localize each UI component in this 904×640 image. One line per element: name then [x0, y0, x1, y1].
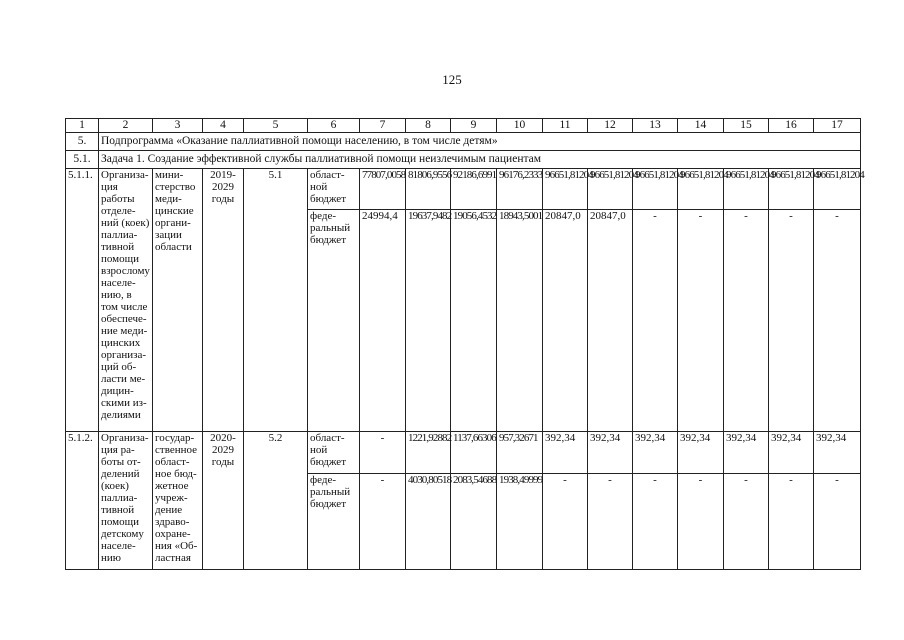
column-number: 13 — [633, 119, 678, 133]
funding-value: 96176,2333 — [497, 169, 543, 210]
measure-period: 2019-2029 годы — [203, 169, 244, 432]
funding-value: 24994,4 — [360, 210, 406, 432]
table-row — [66, 432, 861, 474]
measure-period: 2020-2029 годы — [203, 432, 244, 570]
funding-value: - — [814, 210, 861, 432]
funding-value: - — [769, 210, 814, 432]
funding-value: 77807,0058 — [360, 169, 406, 210]
funding-value: 96651,81204 — [724, 169, 769, 210]
funding-value: 2083,54688 — [451, 474, 497, 570]
column-number: 7 — [360, 119, 406, 133]
measure-name: Организа-ция ра-боты от-делений (коек) паллиа-тивной помощи детскому населе-нию — [99, 432, 153, 570]
column-number: 11 — [543, 119, 588, 133]
column-number: 12 — [588, 119, 633, 133]
measure-name: Организа-ция работы отделе-ний (коек) паллиа-тивной помощи взрослому населе-нию, в том числе обеспече-ние меди-цинских организа-ций об-ласти ме-дицин-скими из-делиями — [99, 169, 153, 432]
measure-number: 5.1.1. — [66, 169, 99, 432]
column-number: 9 — [451, 119, 497, 133]
subprogram-number: 5. — [66, 133, 99, 151]
task-title: Задача 1. Создание эффективной службы паллиативной помощи неизлечимым пациентам — [99, 151, 861, 169]
funding-value: - — [814, 474, 861, 570]
column-number: 14 — [678, 119, 724, 133]
measure-indicator: 5.1 — [244, 169, 308, 432]
program-table — [65, 118, 864, 570]
column-number: 3 — [153, 119, 203, 133]
column-number: 8 — [406, 119, 451, 133]
column-number: 17 — [814, 119, 861, 133]
funding-source: феде-ральный бюджет — [308, 474, 360, 570]
funding-value: - — [633, 210, 678, 432]
column-number: 2 — [99, 119, 153, 133]
funding-source: област-ной бюджет — [308, 169, 360, 210]
funding-value: 96651,81204 — [769, 169, 814, 210]
funding-source: феде-ральный бюджет — [308, 210, 360, 432]
funding-value: 96651,81204 — [814, 169, 861, 210]
column-number: 16 — [769, 119, 814, 133]
funding-value: - — [678, 474, 724, 570]
funding-value: - — [724, 474, 769, 570]
funding-value: 96651,81204 — [588, 169, 633, 210]
table-row — [66, 169, 861, 210]
task-row — [66, 151, 861, 169]
funding-value: 96651,81204 — [543, 169, 588, 210]
funding-value: - — [678, 210, 724, 432]
column-number: 15 — [724, 119, 769, 133]
funding-value: - — [633, 474, 678, 570]
funding-value: 1137,66306 — [451, 432, 497, 474]
funding-value: 392,34 — [543, 432, 588, 474]
funding-value: 392,34 — [633, 432, 678, 474]
column-number: 4 — [203, 119, 244, 133]
funding-value: - — [588, 474, 633, 570]
funding-value: 1221,92882 — [406, 432, 451, 474]
funding-value: - — [724, 210, 769, 432]
task-number: 5.1. — [66, 151, 99, 169]
measure-executor: мини-стерство меди-цинские органи-зации области — [153, 169, 203, 432]
funding-value: 19056,4532 — [451, 210, 497, 432]
measure-indicator: 5.2 — [244, 432, 308, 570]
funding-value: - — [360, 432, 406, 474]
funding-value: - — [360, 474, 406, 570]
column-number: 5 — [244, 119, 308, 133]
funding-value: 957,32671 — [497, 432, 543, 474]
funding-value: 18943,5001 — [497, 210, 543, 432]
subprogram-title: Подпрограмма «Оказание паллиативной помощи населению, в том числе детям» — [99, 133, 861, 151]
measure-number: 5.1.2. — [66, 432, 99, 570]
funding-value: 4030,80518 — [406, 474, 451, 570]
funding-value: 392,34 — [724, 432, 769, 474]
funding-value: 392,34 — [588, 432, 633, 474]
column-number: 6 — [308, 119, 360, 133]
subprogram-row — [66, 133, 861, 151]
funding-value: 20847,0 — [588, 210, 633, 432]
column-number: 1 — [66, 119, 99, 133]
funding-value: 392,34 — [769, 432, 814, 474]
funding-value: 20847,0 — [543, 210, 588, 432]
funding-value: 392,34 — [814, 432, 861, 474]
funding-value: 96651,81204 — [678, 169, 724, 210]
funding-value: 1938,49999 — [497, 474, 543, 570]
funding-value: 92186,6991 — [451, 169, 497, 210]
funding-value: 96651,81204 — [633, 169, 678, 210]
measure-executor: государ-ственное област-ное бюд-жетное учреж-дение здраво-охране-ния «Об-ластная — [153, 432, 203, 570]
funding-value: 19637,9482 — [406, 210, 451, 432]
funding-value: - — [543, 474, 588, 570]
funding-source: област-ной бюджет — [308, 432, 360, 474]
page-number: 125 — [442, 72, 462, 87]
column-number-row — [66, 119, 861, 133]
funding-value: 81806,9556 — [406, 169, 451, 210]
funding-value: 392,34 — [678, 432, 724, 474]
column-number: 10 — [497, 119, 543, 133]
funding-value: - — [769, 474, 814, 570]
